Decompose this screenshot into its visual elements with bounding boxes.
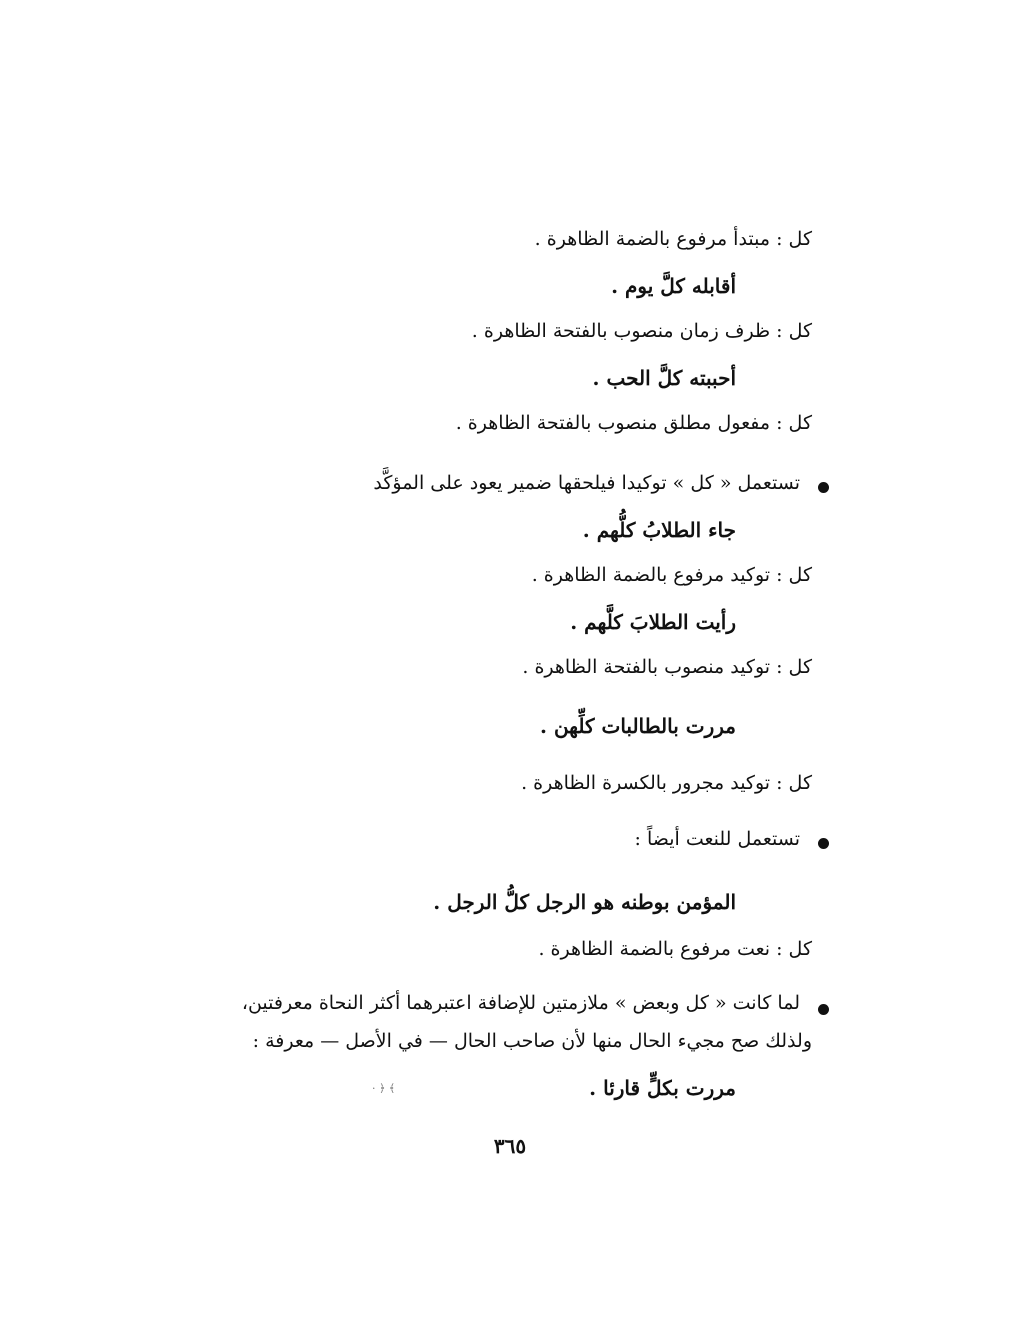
text-line-1: كل : مبتدأ مرفوع بالضمة الظاهرة .	[534, 228, 812, 250]
text-line-7: كل : نعت مرفوع بالضمة الظاهرة .	[538, 938, 812, 960]
example-line-6: المؤمن بوطنه هو الرجل كلُّ الرجل .	[433, 890, 736, 914]
text-line-3: كل : مفعول مطلق منصوب بالفتحة الظاهرة .	[455, 412, 812, 434]
page-number: ٣٦٥	[493, 1134, 527, 1158]
example-line-1: أقابله كلَّ يوم .	[611, 274, 736, 298]
bullet-text-1: تستعمل « كل » توكيدا فيلحقها ضمير يعود على المؤكَّد	[373, 472, 800, 494]
example-line-7: مررت بكلٍّ قارئا .	[589, 1076, 736, 1100]
example-line-5: مررت بالطالبات كلِّهن .	[540, 714, 736, 738]
bullet-text-3a: لما كانت « كل وبعض » ملازمتين للإضافة اعتبرهما أكثر النحاة معرفتين،	[241, 992, 800, 1014]
stray-marks: ﴾ ﴿ ·	[372, 1082, 396, 1095]
example-line-3: جاء الطلابُ كلُّهم .	[582, 518, 736, 542]
bullet-icon	[818, 838, 829, 849]
bullet-icon	[818, 1004, 829, 1015]
bullet-icon	[818, 482, 829, 493]
example-line-4: رأيت الطلابَ كلَّهم .	[570, 610, 736, 634]
text-line-4: كل : توكيد مرفوع بالضمة الظاهرة .	[531, 564, 812, 586]
bullet-text-3b: ولذلك صح مجيء الحال منها لأن صاحب الحال — في الأصل — معرفة :	[252, 1030, 812, 1052]
text-line-6: كل : توكيد مجرور بالكسرة الظاهرة .	[521, 772, 812, 794]
bullet-text-2: تستعمل للنعت أيضاً :	[634, 828, 800, 850]
text-line-2: كل : ظرف زمان منصوب بالفتحة الظاهرة .	[471, 320, 812, 342]
example-line-2: أحببته كلَّ الحب .	[592, 366, 736, 390]
text-line-5: كل : توكيد منصوب بالفتحة الظاهرة .	[522, 656, 812, 678]
